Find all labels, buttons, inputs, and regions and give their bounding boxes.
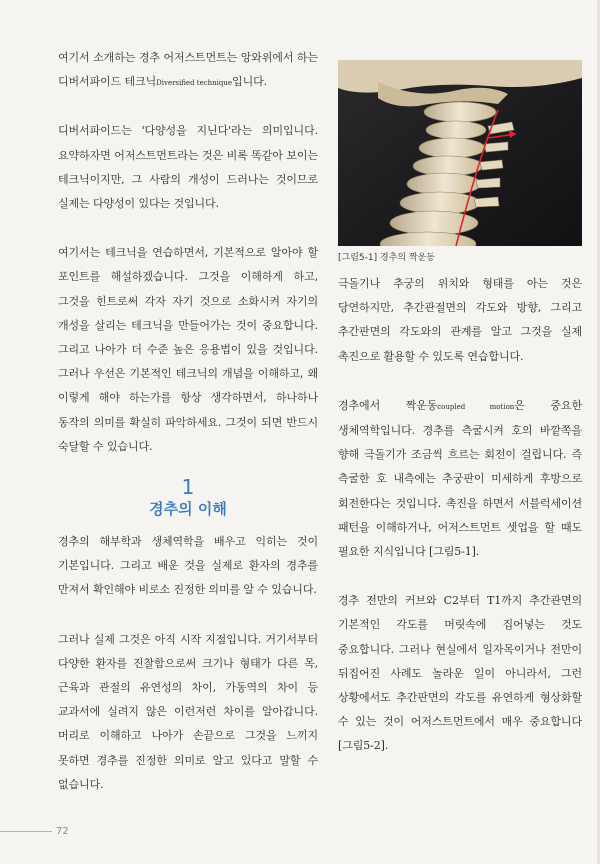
figure-caption: [그림5-1] 경추의 짝운동 bbox=[338, 253, 435, 263]
left-column bbox=[58, 46, 318, 822]
spine-photo bbox=[338, 60, 582, 246]
section-number: 1 bbox=[181, 475, 195, 500]
palpation-paragraph: 극돌기나 추궁의 위치와 형태를 아는 것은 당연하지만, 추간관절면의 각도와 방향, 그리고 추간판면의 각도와의 관계를 알고 그것을 실제 촉진으로 활용할 수 있도록 연습합니다. bbox=[338, 277, 582, 363]
lordosis-paragraph: 경추 전만의 커브와 C2부터 T1까지 추간관면의 기본적인 각도를 머릿속에 집어넣는 것도 중요합니다. 그러나 현실에서 일자목이거나 전만이 뒤집어진 사례도 놀라운 일이 아니라서, 그런 상황에서도 추간판면의 각도를 유연하게 형상화할 수 있는 것이 어저스트먼트에서 매우 중요합니다[그림5-2]. bbox=[338, 594, 582, 753]
anatomy-paragraph: 경추의 해부학과 생체역학을 배우고 익히는 것이 기본입니다. 그리고 배운 것을 실제로 환자의 경추를 만져서 확인해야 비로소 진정한 의미를 알 수 있습니다. bbox=[58, 535, 318, 597]
section-title: 경추의 이해 bbox=[149, 500, 227, 519]
cervical-spine-illustration bbox=[338, 60, 582, 246]
technique-term: coupled motion bbox=[437, 402, 515, 411]
diversified-paragraph: 디버서파이드는 '다양성을 지닌다'라는 의미입니다. 요약하자면 어저스트먼트라는 것은 비록 똑같아 보이는 테크닉이지만, 그 사람의 개성이 드러나는 것이므로 실제는 다양성이 있다는 것입니다. bbox=[58, 124, 318, 211]
technique-term: Diversified technique bbox=[156, 79, 233, 88]
page-number: 72 bbox=[56, 826, 69, 837]
practice-start-paragraph: 그러나 실제 그것은 아직 시작 지점입니다. 거기서부터 다양한 환자를 진찰함으로써 크기나 형태가 다른 목, 근육과 관절의 유연성의 차이, 가동역의 차이 등 교과서에 실려지 않은 이런저런 차이를 알아갑니다. 머리로 이해하고 나아가 손끝으로 그것을 느끼지 못하면 경추를 진정한 의미로 알고 있다고 말할 수 없습니다. bbox=[58, 632, 318, 791]
coupled-motion-paragraph: 경추에서 짝운동coupled motion은 중요한 생체역학입니다. 경추를 측굴시켜 호의 바깥쪽을 향해 극돌기가 조금씩 흐르는 회전이 걸립니다. 즉 측굴한 호 내측에는 추궁판이 미세하게 후방으로 회전한다는 것입니다. 촉진을 하면서 서블럭세이션 패턴을 이해하거나, 어저스트먼트 셋업을 할 때도 필요한 지식입니다 [그림5-1]. bbox=[338, 398, 582, 559]
section-heading bbox=[58, 476, 318, 520]
intro-paragraph: 여기서 소개하는 경추 어저스트먼트는 앙와위에서 하는 디버서파이드 테크닉Diversified technique입니다. bbox=[58, 51, 318, 89]
right-column bbox=[338, 272, 582, 784]
footer-rule bbox=[0, 831, 52, 832]
practice-paragraph: 여기서는 테크닉을 연습하면서, 기본적으로 알아야 할 포인트를 해설하겠습니다. 그것을 이해하게 하고, 그것을 힌트로써 각자 자기 것으로 소화시켜 자기의 개성을 살리는 테크닉을 만들어가는 것이 중요합니다. 그리고 나아가 더 수준 높은 응용법이 있을 것입니다. 그러나 우선은 기본적인 테크닉의 개념을 이해하고, 왜 이렇게 해야 하는가를 항상 생각하면서, 하나하나 동작의 의미를 확실히 파악하세요. 그것이 되면 반드시 숙달할 수 있습니다. bbox=[58, 246, 318, 453]
